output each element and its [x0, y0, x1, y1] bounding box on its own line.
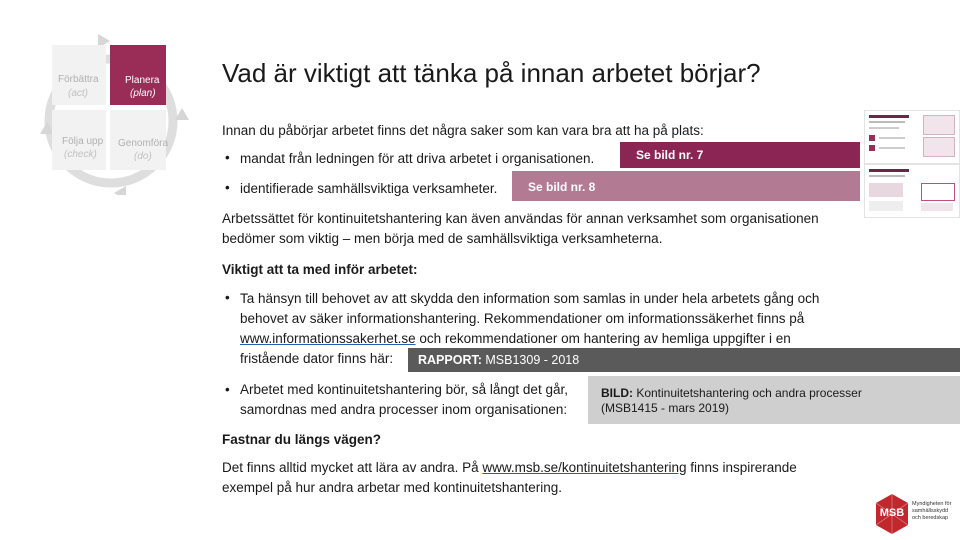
bullet-info-security-line: behovet av säker informationshantering. Rekommendationer om informationssäkerhet finns på [240, 311, 805, 326]
pdca-do-label: Genomföra [118, 138, 169, 149]
pdca-check-sub: (check) [64, 149, 97, 160]
logo-line: och beredskap [912, 515, 949, 521]
pdca-act-sub: (act) [68, 88, 88, 99]
bullet-coordination-line: Arbetet med kontinuitetshantering bör, så långt det går, [240, 382, 568, 397]
slide-thumbnail-8[interactable] [864, 164, 960, 218]
bild-title: Kontinuitetshantering och andra processer [633, 386, 862, 400]
pdca-plan-sub: (plan) [130, 88, 156, 99]
report-code: MSB1309 - 2018 [481, 353, 580, 367]
bullet-coordination-line: samordnas med andra processer inom organisationen: [240, 402, 568, 417]
pdca-do-sub: (do) [134, 151, 152, 162]
bild-code: (MSB1415 - mars 2019) [601, 401, 730, 415]
page-title: Vad är viktigt att tänka på innan arbetet börjar? [222, 58, 761, 88]
bullet-dot: • [225, 290, 230, 305]
intro-text: Innan du påbörjar arbetet finns det några saker som kan vara bra att ha på plats: [222, 123, 704, 138]
section-heading: Viktigt att ta med inför arbetet: [222, 262, 418, 277]
logo-line: Myndigheten för [912, 501, 952, 507]
bullet-dot: • [225, 180, 230, 195]
bullet-info-security-line [240, 329, 791, 349]
bild-label: BILD: [601, 386, 633, 400]
report-label: RAPPORT: [418, 353, 482, 367]
pdca-plan-label: Planera [125, 75, 160, 86]
logo-line: samhällsskydd [912, 508, 949, 514]
bullet-dot: • [225, 382, 230, 397]
pdca-act-label: Förbättra [58, 74, 99, 85]
see-slide-7-tag[interactable]: Se bild nr. 7 [636, 148, 704, 162]
bullet-info-security-line: fristående dator finns här: [240, 349, 401, 369]
paragraph-line: bedömer som viktig – men börja med de samhällsviktiga verksamheterna. [222, 231, 663, 246]
informationssakerhet-link[interactable]: www.informationssakerhet.se [240, 331, 416, 346]
bullet-dot: • [225, 150, 230, 165]
slide-thumbnail-7[interactable] [864, 110, 960, 164]
pdca-check-label: Följa upp [62, 136, 104, 147]
report-reference[interactable] [418, 353, 579, 367]
msb-kontinuitet-link[interactable]: www.msb.se/kontinuitetshantering [482, 460, 687, 475]
bullet-mandate: mandat från ledningen för att driva arbetet i organisationen. [240, 149, 600, 169]
paragraph-text: Det finns alltid mycket att lära av andra. På [222, 460, 483, 475]
see-slide-8-tag[interactable]: Se bild nr. 8 [528, 180, 596, 194]
section-heading: Fastnar du längs vägen? [222, 432, 382, 447]
paragraph-text: finns inspirerande [686, 460, 797, 475]
paragraph-line: exempel på hur andra arbetar med kontinuitetshantering. [222, 480, 562, 495]
link-followup-text: och rekommendationer om hantering av hemliga uppgifter i en [415, 331, 791, 346]
msb-logo [872, 492, 958, 536]
paragraph-line: Arbetssättet för kontinuitetshantering kan även användas för annan verksamhet som organisationen [222, 211, 819, 226]
bild-bar[interactable] [588, 376, 960, 424]
bullet-info-security-line: Ta hänsyn till behovet av att skydda den information som samlas in under hela arbetets gång och [240, 291, 820, 306]
bullet-societal: identifierade samhällsviktiga verksamheter. [240, 181, 498, 196]
paragraph-line [222, 458, 797, 478]
logo-mark: MSB [879, 507, 905, 519]
bild-reference[interactable] [601, 386, 862, 400]
